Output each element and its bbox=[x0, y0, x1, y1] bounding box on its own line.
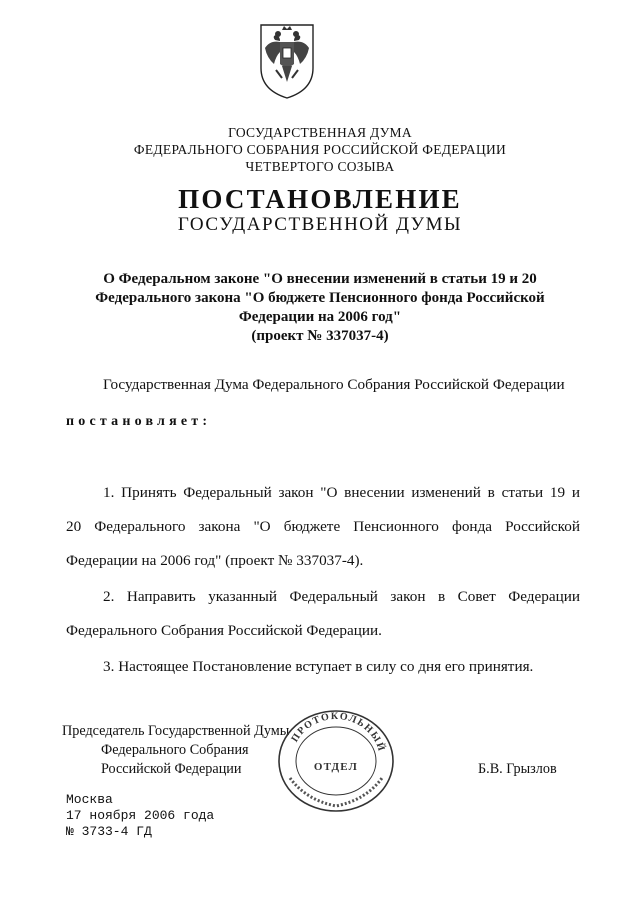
header-line-2: ФЕДЕРАЛЬНОГО СОБРАНИЯ РОССИЙСКОЙ ФЕДЕРАЦИИ bbox=[133, 142, 507, 157]
item-1-line-2: 20 Федерального закона "О бюджете Пенсионного фонда Российской bbox=[66, 518, 580, 535]
footer-city: Москва bbox=[66, 792, 113, 807]
stamp-ring-text: ПРОТОКОЛЬНЫЙ bbox=[289, 710, 388, 754]
stamp-center-text: ОТДЕЛ bbox=[313, 761, 359, 773]
signature-title-line-1: Председатель Государственной Думы bbox=[62, 723, 290, 739]
round-stamp-icon bbox=[276, 708, 396, 814]
subject-line-1: О Федеральном законе "О внесении изменений в статьи 19 и 20 bbox=[103, 271, 537, 287]
item-1-line-3: Федерации на 2006 год" (проект № 337037-4). bbox=[66, 552, 364, 569]
subject-line-4: (проект № 337037-4) bbox=[251, 328, 389, 344]
subject-line-2: Федерального закона "О бюджете Пенсионного фонда Российской bbox=[95, 290, 545, 306]
footer-date: 17 ноября 2006 года bbox=[66, 808, 215, 823]
item-2-line-1: 2. Направить указанный Федеральный закон в Совет Федерации bbox=[103, 588, 580, 605]
item-2-line-2: Федерального Собрания Российской Федерации. bbox=[66, 622, 382, 639]
state-emblem-icon bbox=[256, 20, 318, 100]
item-1-line-1: 1. Принять Федеральный закон "О внесении изменений в статьи 19 и bbox=[103, 484, 580, 501]
document-subtitle: ГОСУДАРСТВЕННОЙ ДУМЫ bbox=[177, 214, 463, 235]
signature-title-line-3: Российской Федерации bbox=[101, 761, 242, 777]
signature-title-line-2: Федерального Собрания bbox=[101, 742, 249, 758]
preamble: Государственная Дума Федерального Собрания Российской Федерации bbox=[103, 376, 565, 393]
footer-number: № 3733-4 ГД bbox=[66, 824, 152, 839]
document-title: ПОСТАНОВЛЕНИЕ bbox=[178, 184, 462, 214]
signatory-name: Б.В. Грызлов bbox=[478, 761, 557, 777]
subject-line-3: Федерации на 2006 год" bbox=[238, 309, 402, 325]
header-line-1: ГОСУДАРСТВЕННАЯ ДУМА bbox=[228, 125, 412, 140]
decree-word: постановляет: bbox=[66, 414, 212, 429]
header-line-3: ЧЕТВЕРТОГО СОЗЫВА bbox=[245, 159, 395, 174]
item-3-line-1: 3. Настоящее Постановление вступает в силу со дня его принятия. bbox=[103, 658, 534, 675]
